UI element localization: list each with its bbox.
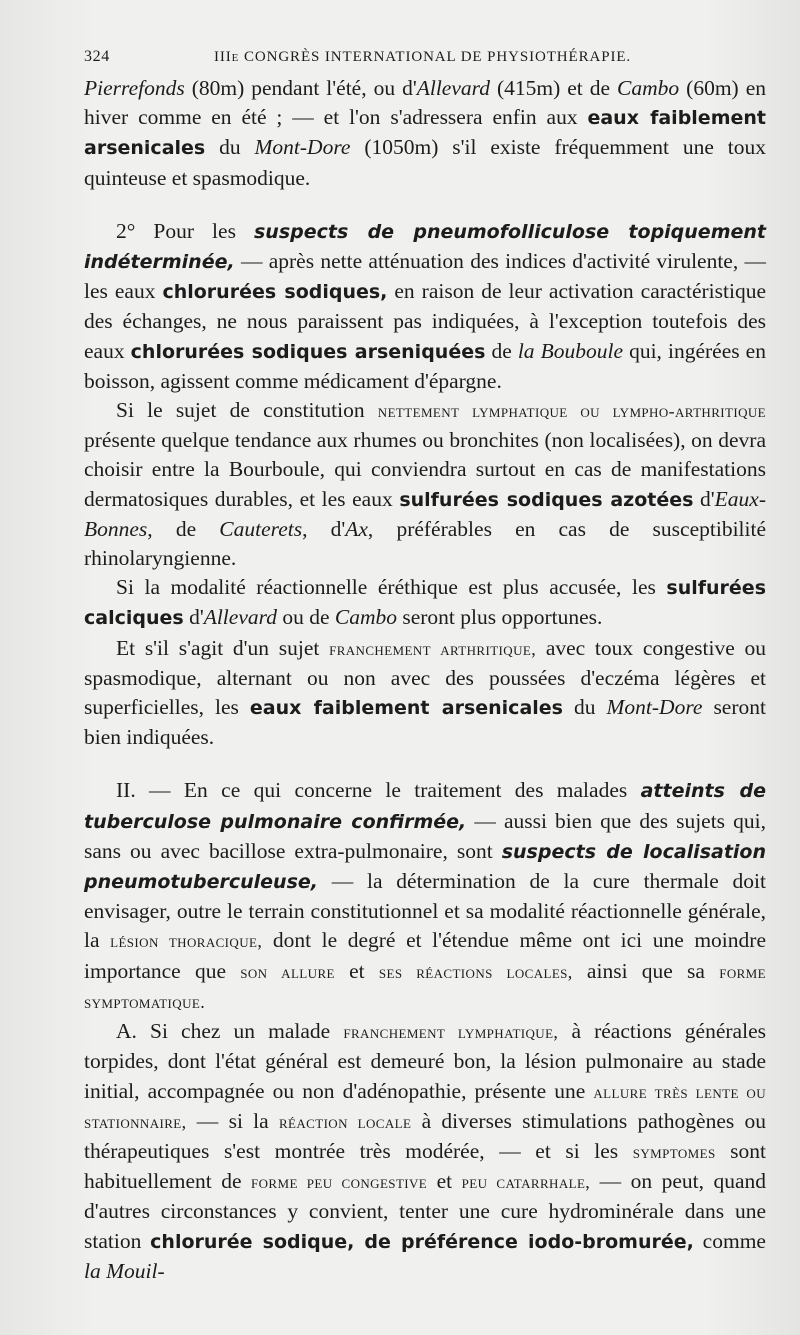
emphasis-small-caps: allure très lente ou stationnaire, (84, 1081, 766, 1132)
emphasis-small-caps: forme peu congestive (251, 1172, 428, 1193)
running-title: IIIe CONGRÈS INTERNATIONAL DE PHYSIOTHÉRAPIE. (214, 49, 632, 65)
place-name: la Mouil- (84, 1258, 165, 1283)
paragraph-suspects-pneumofolliculose (84, 217, 766, 396)
text-run: , préférables en cas de susceptibilité rhinolaryngienne. (84, 516, 767, 571)
text-run: dont le degré et l'étendue même ont ici une moindre importance que (84, 928, 766, 983)
text-run: (415m) et de (489, 76, 618, 100)
text-run: comme (693, 1228, 766, 1253)
text-run: et (427, 1169, 462, 1194)
paragraph-section-ii (84, 776, 766, 1017)
text-run: seront bien indiquées. (84, 695, 766, 750)
text-run: (60m) en hiver comme en été ; — et l'on s'adressera enfin aux (84, 76, 766, 130)
emphasis-small-caps: franchement arthritique, (329, 638, 537, 659)
paragraph-lymphatique (84, 396, 766, 573)
emphasis-bold: sulfurées calciques (84, 577, 766, 630)
text-run: seront plus opportunes. (396, 605, 603, 630)
place-name: Mont-Dore (254, 135, 351, 160)
emphasis-small-caps: réaction locale (278, 1111, 412, 1132)
text-run: sont habituellement de (84, 1138, 767, 1194)
paragraph-section-a (84, 1017, 766, 1286)
emphasis-small-caps: symptomes (632, 1141, 716, 1162)
emphasis-small-caps: son allure (240, 961, 335, 982)
place-name: la Bouboule (517, 338, 624, 363)
text-run: II. — En ce qui concerne le traitement des malades (116, 778, 641, 803)
text-run: , de (147, 516, 220, 541)
text-run: d' (183, 605, 204, 630)
place-name: Cauterets (219, 516, 303, 541)
place-name: Ax (345, 516, 368, 541)
text-run: Et s'il s'agit d'un sujet (116, 635, 330, 660)
emphasis-bold: eaux faiblement arsenicales (84, 107, 766, 160)
text-run: 2° Pour les (116, 218, 254, 243)
text-run: à réactions générales torpides, dont l'état général est demeuré bon, la lésion pulmonaire au stade initial, accompagnée ou non d'adénopathie, présente une (84, 1019, 766, 1103)
text-run: et (334, 958, 379, 983)
paragraph-arthritique (84, 634, 766, 753)
text-run: (1050m) s'il existe fréquemment une toux quinteuse et spasmodique. (84, 135, 767, 190)
text-run: qui, ingérées en boisson, agissent comme médicament d'épargne. (84, 338, 766, 393)
place-name: Mont-Dore (606, 695, 703, 720)
paragraph-erethique (84, 573, 766, 633)
text-run: présente quelque tendance aux rhumes ou bronchites (non localisées), on devra choisir entre la Bourboule, qui conviendra surtout en cas de manifestations dermatosiques durables, et les eaux (84, 428, 766, 511)
emphasis-bold: chlorurées sodiques, (162, 281, 388, 304)
emphasis-bold: chlorurée sodique, de préférence iodo-bromurée, (150, 1230, 694, 1253)
text-run: A. Si chez un malade (116, 1019, 344, 1044)
paragraph-continuation (84, 74, 766, 193)
text-run: — après nette atténuation des indices d'activité virulente, — les eaux (84, 249, 766, 304)
place-name: Eaux-Bonnes (84, 486, 767, 541)
text-run: en raison de leur activation caractéristique des échanges, ne nous paraissent pas indiquées, à l'exception toutefois des eaux (84, 279, 766, 363)
emphasis-bold-italic: atteints de tuberculose pulmonaire confirmée, (84, 780, 766, 833)
emphasis-bold: sulfurées sodiques azotées (399, 488, 694, 511)
page-number: 324 (84, 48, 110, 65)
text-run: ainsi que sa (572, 958, 720, 983)
emphasis-bold-italic: suspects de pneumofolliculose topiquement indéterminée, (84, 220, 766, 274)
text-run: (80m) pendant l'été, ou d' (184, 76, 417, 100)
text-run: avec toux congestive ou spasmodique, alternant ou non avec des poussées d'eczéma légères et superficielles, les (84, 635, 766, 720)
text-run: du (205, 135, 255, 160)
emphasis-small-caps: franchement lymphatique, (343, 1022, 559, 1043)
text-run: , d' (302, 516, 346, 541)
place-name: Allevard (203, 605, 277, 630)
emphasis-bold: chlorurées sodiques arseniquées (130, 340, 486, 363)
text-run: — la détermination de la cure thermale doit envisager, outre le terrain constitutionnel et sa modalité réactionnelle générale, la (84, 869, 766, 953)
emphasis-small-caps: forme symptomatique. (84, 961, 766, 1012)
text-run: à diverses stimulations pathogènes ou thérapeutiques s'est montrée très modérée, — et si les (84, 1108, 766, 1163)
place-name: Pierrefonds (84, 76, 185, 100)
text-run: Si la modalité réactionnelle éréthique est plus accusée, les (116, 575, 667, 600)
text-run: ou de (276, 605, 335, 630)
text-run: d' (693, 486, 715, 511)
text-run: du (562, 695, 607, 720)
place-name: Allevard (416, 76, 490, 100)
emphasis-bold: eaux faiblement arsenicales (249, 697, 563, 720)
emphasis-small-caps: peu catarrhale, (461, 1172, 591, 1193)
text-run: — aussi bien que des sujets qui, sans ou avec bacillose extra-pulmonaire, sont (84, 808, 766, 863)
text-run: — on peut, quand d'autres circonstances y convient, tenter une cure hydrominérale dans une station (84, 1169, 766, 1253)
emphasis-bold-italic: suspects de localisation pneumotuberculeuse, (84, 840, 766, 894)
emphasis-small-caps: ses réactions locales, (378, 961, 573, 982)
running-head (84, 48, 766, 66)
place-name: Cambo (334, 605, 397, 630)
text-run: de (485, 338, 518, 363)
emphasis-small-caps: nettement lymphatique ou lympho-arthritique (377, 401, 767, 422)
place-name: Cambo (617, 76, 680, 100)
text-run: — si la (186, 1108, 279, 1133)
text-run: Si le sujet de constitution (116, 398, 378, 423)
emphasis-small-caps: lésion thoracique, (110, 931, 263, 952)
